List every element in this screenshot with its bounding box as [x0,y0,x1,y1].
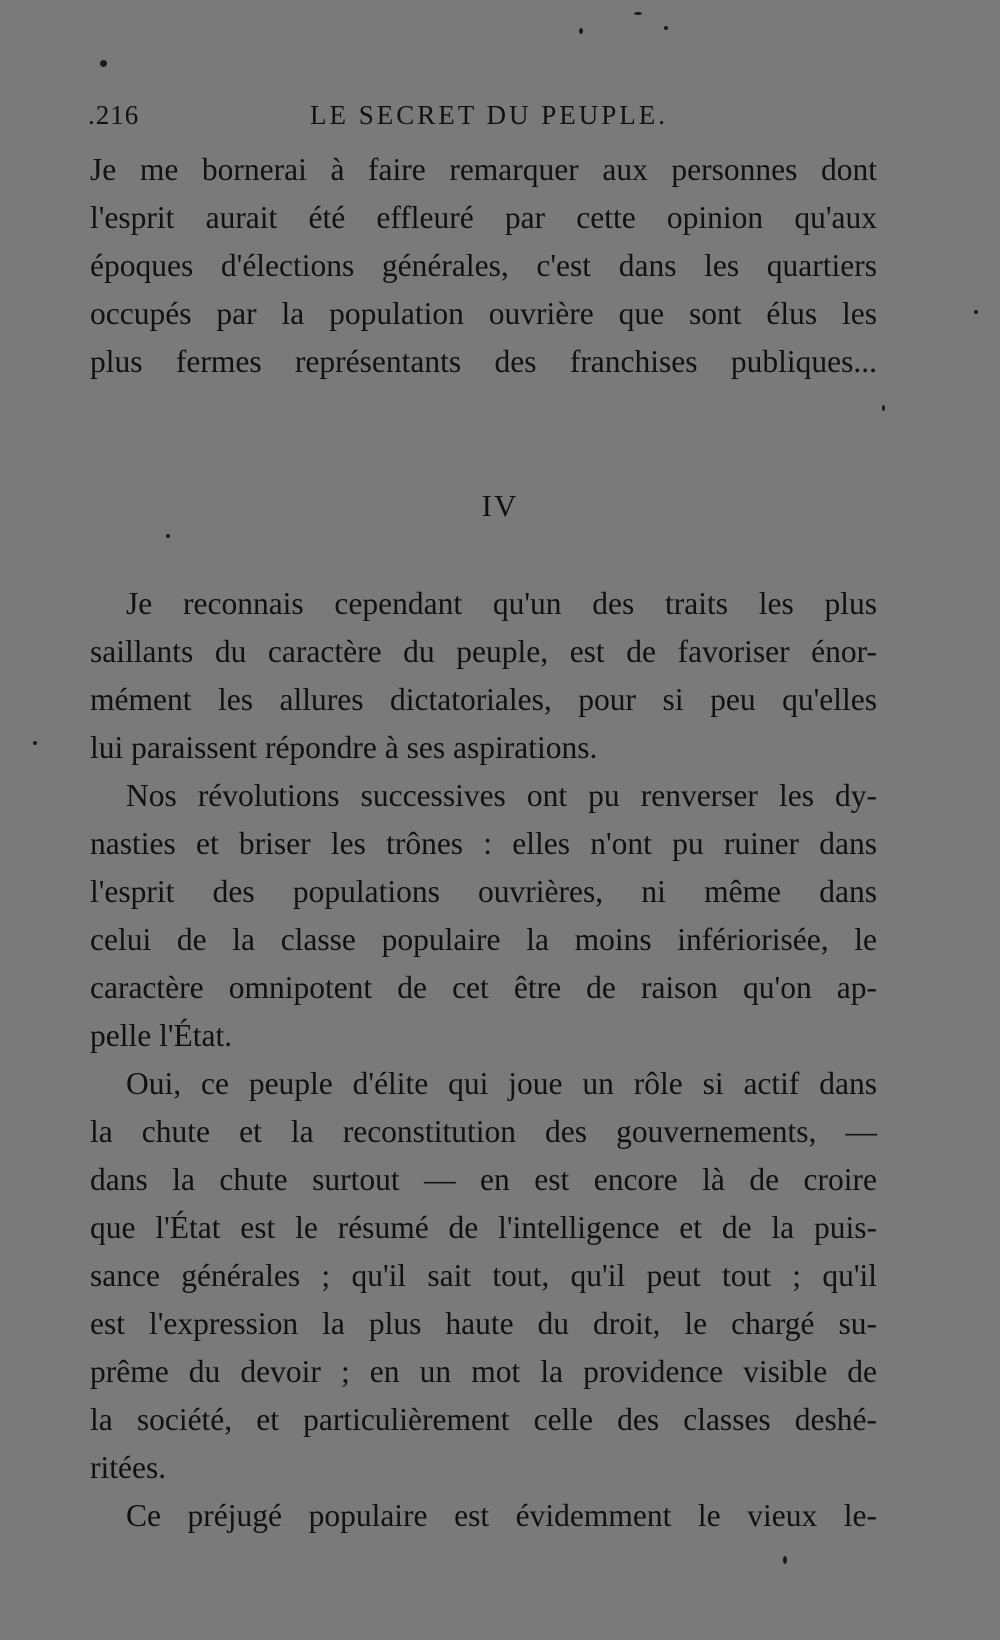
scan-speck [664,26,668,30]
text-line: Je me bornerai à faire remarquer aux personnes dont [90,152,877,187]
text-line: que l'État est le résumé de l'intelligence et de la puis- [90,1210,877,1245]
text-line: saillants du caractère du peuple, est de favoriser énor- [90,634,877,669]
text-line: caractère omnipotent de cet être de raison qu'on ap- [90,970,877,1005]
text-line: Nos révolutions successives ont pu renverser les dy- [126,778,877,813]
text-line: Je reconnais cependant qu'un des traits les plus [126,586,877,621]
scan-speck [166,534,170,538]
text-line: sance générales ; qu'il sait tout, qu'il peut tout ; qu'il [90,1258,877,1293]
scan-speck [882,405,885,411]
text-line: la chute et la reconstitution des gouvernements, — [90,1114,877,1149]
text-line: ritées. [90,1450,167,1485]
text-line: occupés par la population ouvrière que sont élus les [90,296,877,331]
text-line: la société, et particulièrement celle des classes deshé- [90,1402,877,1437]
paragraph [90,580,877,1540]
text-line: lui paraissent répondre à ses aspirations. [90,730,598,765]
paragraph [90,146,877,386]
text-line: Oui, ce peuple d'élite qui joue un rôle si actif dans [126,1066,877,1101]
scan-speck [783,1556,787,1564]
scan-speck [974,310,978,314]
scan-speck [634,12,642,15]
text-line: Ce préjugé populaire est évidemment le vieux le- [126,1498,877,1533]
running-title: LE SECRET DU PEUPLE. [310,100,669,130]
text-line: l'esprit aurait été effleuré par cette opinion qu'aux [90,200,877,235]
scan-speck [100,60,107,67]
text-line: époques d'élections générales, c'est dans les quartiers [90,248,877,283]
text-line: l'esprit des populations ouvrières, ni même dans [90,874,877,909]
text-line: pelle l'État. [90,1018,233,1053]
text-line: mément les allures dictatoriales, pour si peu qu'elles [90,682,877,717]
text-line: plus fermes représentants des franchises publiques... [90,344,877,379]
text-line: dans la chute surtout — en est encore là de croire [90,1162,877,1197]
text-line: celui de la classe populaire la moins infériorisée, le [90,922,877,957]
text-line: est l'expression la plus haute du droit, le chargé su- [90,1306,877,1341]
running-header [88,100,888,140]
text-line: prême du devoir ; en un mot la providence visible de [90,1354,877,1389]
text-line: nasties et briser les trônes : elles n'ont pu ruiner dans [90,826,877,861]
section-heading: IV [481,488,519,523]
page-number: .216 [88,100,140,130]
scan-speck [33,741,37,745]
scan-speck [579,28,583,34]
